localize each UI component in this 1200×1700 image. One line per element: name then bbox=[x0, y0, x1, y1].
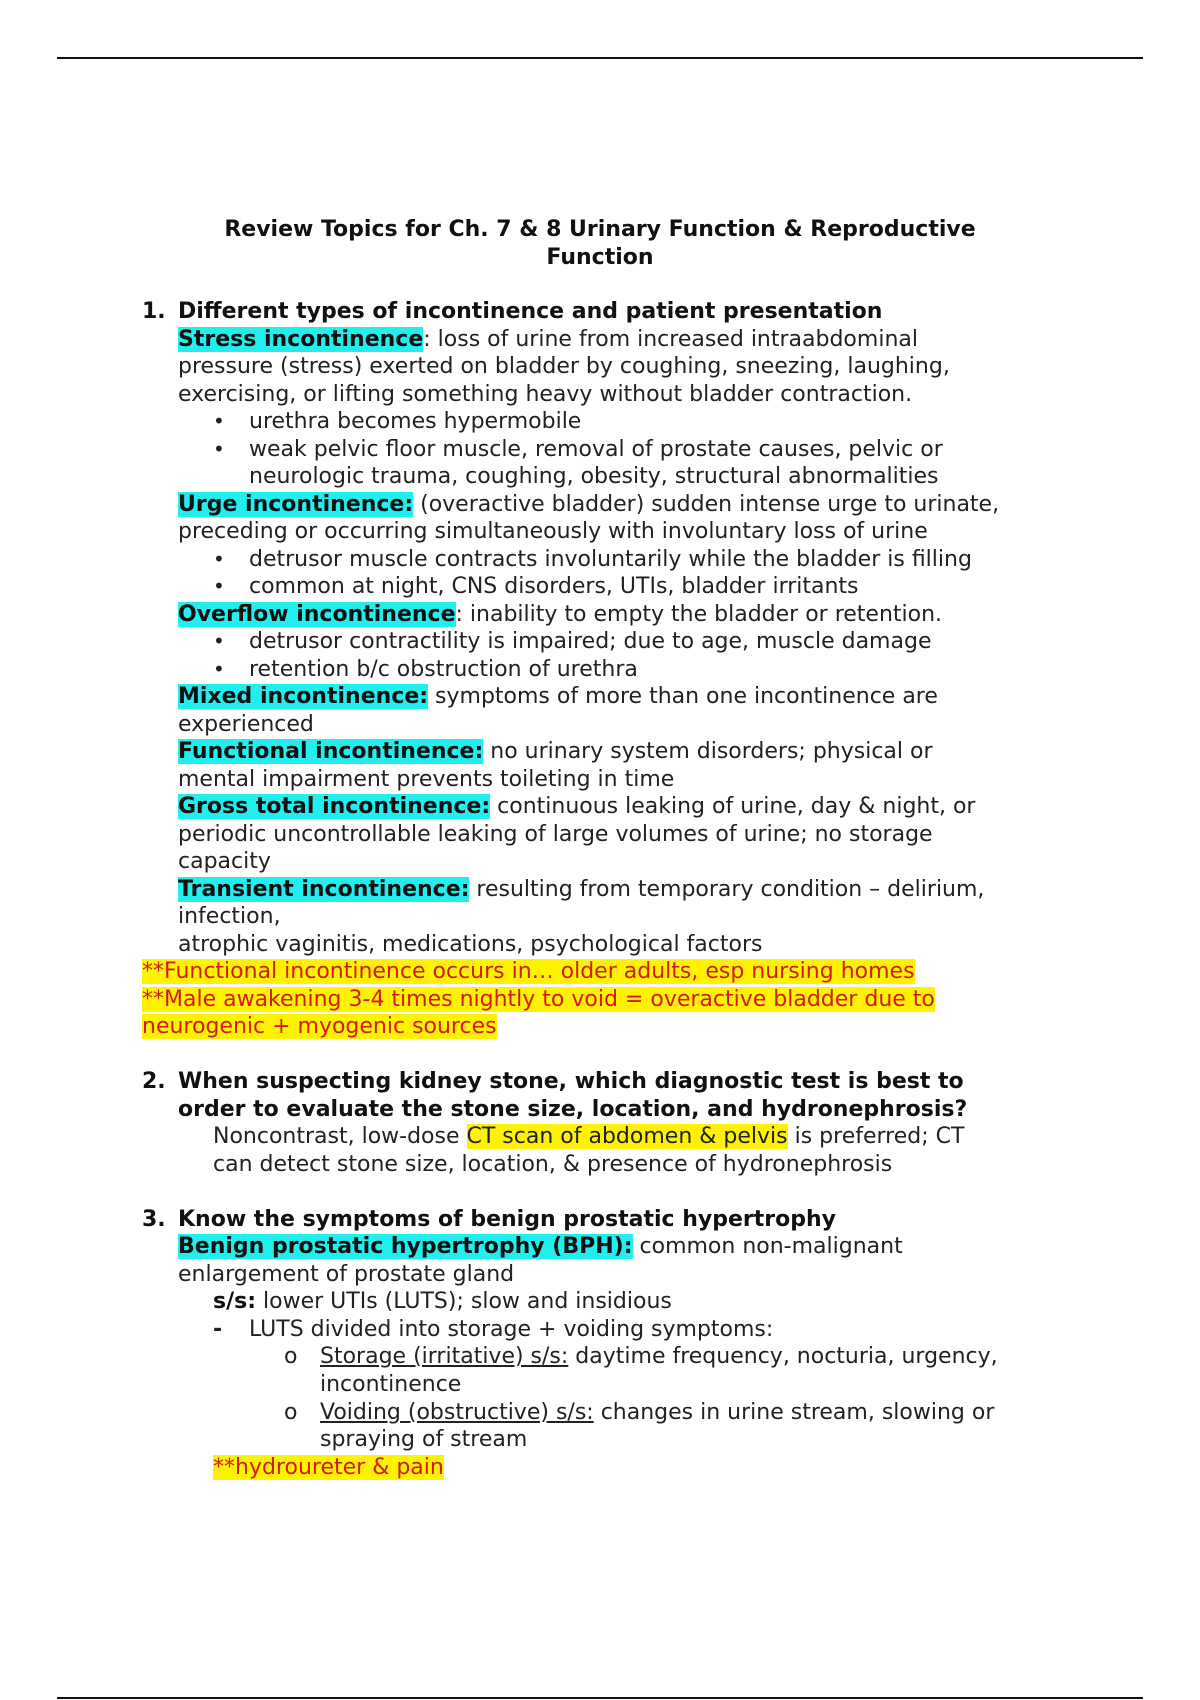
q2-answer-1: Noncontrast, low-dose CT scan of abdomen & pelvis is preferred; CT bbox=[213, 1124, 965, 1149]
mixed-line-2: experienced bbox=[178, 712, 314, 737]
urge-bullet-2: common at night, CNS disorders, UTIs, bladder irritants bbox=[249, 574, 859, 599]
stress-bullet-2a: weak pelvic floor muscle, removal of prostate causes, pelvic or bbox=[249, 437, 943, 462]
q2-number: 2. bbox=[142, 1069, 166, 1094]
gross-line-2: periodic uncontrollable leaking of large volumes of urine; no storage bbox=[178, 822, 933, 847]
stress-line-1: Stress incontinence: loss of urine from increased intraabdominal bbox=[178, 327, 918, 352]
q2-answer-2: can detect stone size, location, & presence of hydronephrosis bbox=[213, 1152, 893, 1177]
functional-line-1: Functional incontinence: no urinary system disorders; physical or bbox=[178, 739, 933, 764]
voiding-line-1: Voiding (obstructive) s/s: changes in urine stream, slowing or bbox=[320, 1400, 995, 1425]
stress-line-3: exercising, or lifting something heavy without bladder contraction. bbox=[178, 382, 913, 407]
circle-bullet-icon: o bbox=[284, 1344, 298, 1369]
functional-line-2: mental impairment prevents toileting in time bbox=[178, 767, 675, 792]
bullet-icon: • bbox=[213, 437, 225, 461]
ct-scan-highlight: CT scan of abdomen & pelvis bbox=[466, 1124, 788, 1149]
stress-line-2: pressure (stress) exerted on bladder by coughing, sneezing, laughing, bbox=[178, 354, 950, 379]
gross-line-3: capacity bbox=[178, 849, 271, 874]
q3-note: **hydroureter & pain bbox=[213, 1455, 444, 1480]
q1-heading: Different types of incontinence and patient presentation bbox=[178, 299, 883, 324]
q1-note-2b: neurogenic + myogenic sources bbox=[142, 1014, 497, 1039]
storage-line-1: Storage (irritative) s/s: daytime frequency, nocturia, urgency, bbox=[320, 1344, 998, 1369]
dash-icon: - bbox=[213, 1317, 223, 1342]
overflow-bullet-1: detrusor contractility is impaired; due to age, muscle damage bbox=[249, 629, 932, 654]
gross-line-1: Gross total incontinence: continuous leaking of urine, day & night, or bbox=[178, 794, 976, 819]
q1-number: 1. bbox=[142, 299, 166, 324]
title-line-2: Function bbox=[546, 244, 654, 270]
bullet-icon: • bbox=[213, 547, 225, 571]
bph-line-2: enlargement of prostate gland bbox=[178, 1262, 515, 1287]
q1-note-2a: **Male awakening 3-4 times nightly to void = overactive bladder due to bbox=[142, 987, 935, 1012]
transient-line-2: infection, bbox=[178, 904, 281, 929]
urge-bullet-1: detrusor muscle contracts involuntarily while the bladder is filling bbox=[249, 547, 972, 572]
q2-heading-2: order to evaluate the stone size, location, and hydronephrosis? bbox=[178, 1097, 968, 1122]
bottom-rule bbox=[57, 1697, 1143, 1699]
bph-line-1: Benign prostatic hypertrophy (BPH): common non-malignant bbox=[178, 1234, 903, 1259]
bullet-icon: • bbox=[213, 629, 225, 653]
storage-line-2: incontinence bbox=[320, 1372, 462, 1397]
functional-term: Functional incontinence: bbox=[178, 739, 484, 764]
luts-line: LUTS divided into storage + voiding symptoms: bbox=[249, 1317, 774, 1342]
transient-line-1: Transient incontinence: resulting from temporary condition – delirium, bbox=[178, 877, 985, 902]
overflow-line-1: Overflow incontinence: inability to empty the bladder or retention. bbox=[178, 602, 943, 627]
gross-term: Gross total incontinence: bbox=[178, 794, 491, 819]
transient-line-3: atrophic vaginitis, medications, psychological factors bbox=[178, 932, 763, 957]
top-rule bbox=[57, 57, 1143, 59]
q3-heading: Know the symptoms of benign prostatic hypertrophy bbox=[178, 1207, 836, 1232]
bullet-icon: • bbox=[213, 657, 225, 681]
mixed-line-1: Mixed incontinence: symptoms of more than one incontinence are bbox=[178, 684, 938, 709]
q1-note-1: **Functional incontinence occurs in… older adults, esp nursing homes bbox=[142, 959, 915, 984]
page-title bbox=[130, 216, 1070, 271]
stress-term: Stress incontinence bbox=[178, 327, 424, 352]
overflow-term: Overflow incontinence bbox=[178, 602, 456, 627]
urge-term: Urge incontinence: bbox=[178, 492, 414, 517]
mixed-term: Mixed incontinence: bbox=[178, 684, 429, 709]
voiding-line-2: spraying of stream bbox=[320, 1427, 528, 1452]
overflow-bullet-2: retention b/c obstruction of urethra bbox=[249, 657, 638, 682]
stress-bullet-2b: neurologic trauma, coughing, obesity, structural abnormalities bbox=[249, 464, 939, 489]
urge-line-2: preceding or occurring simultaneously with involuntary loss of urine bbox=[178, 519, 928, 544]
q3-number: 3. bbox=[142, 1207, 166, 1232]
title-line-1: Review Topics for Ch. 7 & 8 Urinary Function & Reproductive bbox=[224, 217, 976, 242]
bph-term: Benign prostatic hypertrophy (BPH): bbox=[178, 1234, 633, 1259]
transient-term: Transient incontinence: bbox=[178, 877, 470, 902]
bullet-icon: • bbox=[213, 409, 225, 433]
urge-line-1: Urge incontinence: (overactive bladder) sudden intense urge to urinate, bbox=[178, 492, 1000, 517]
q2-heading-1: When suspecting kidney stone, which diagnostic test is best to bbox=[178, 1069, 964, 1094]
bullet-icon: • bbox=[213, 574, 225, 598]
bph-ss: s/s: lower UTIs (LUTS); slow and insidious bbox=[213, 1289, 672, 1314]
stress-bullet-1: urethra becomes hypermobile bbox=[249, 409, 582, 434]
circle-bullet-icon: o bbox=[284, 1400, 298, 1425]
